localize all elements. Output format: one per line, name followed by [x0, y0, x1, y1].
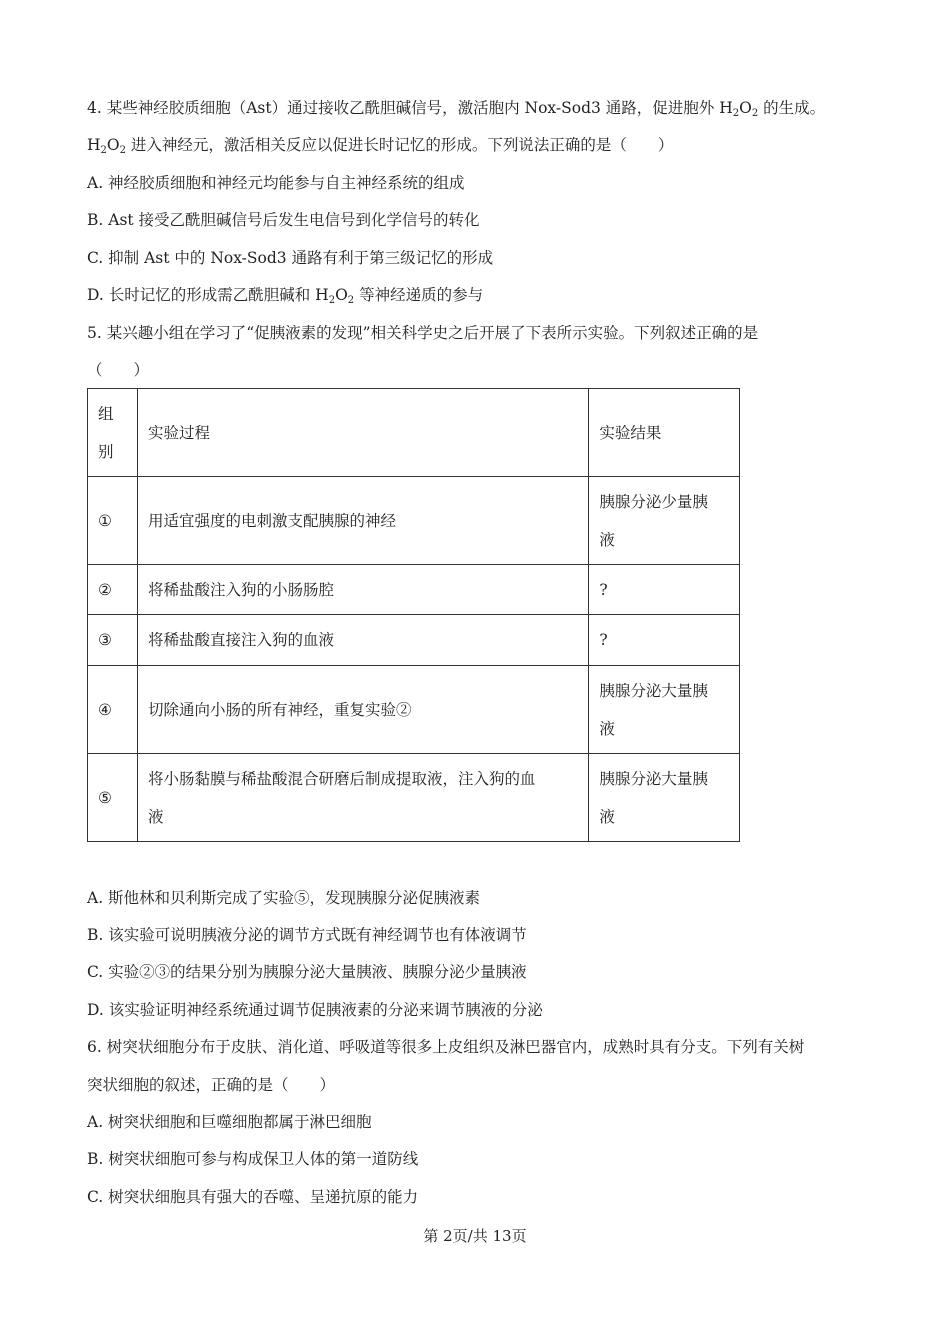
q6-option-c: C. 树突状细胞具有强大的吞噬、呈递抗原的能力 — [87, 1188, 419, 1206]
table-header-row — [88, 389, 740, 477]
q4-option-a: A. 神经胶质细胞和神经元均能参与自主神经系统的组成 — [87, 174, 465, 192]
q5-option-d: D. 该实验证明神经系统通过调节促胰液素的分泌来调节胰液的分泌 — [87, 1001, 543, 1019]
q5-option-b: B. 该实验可说明胰液分泌的调节方式既有神经调节也有体液调节 — [87, 926, 527, 944]
q5-option-a: A. 斯他林和贝利斯完成了实验⑤，发现胰腺分泌促胰液素 — [87, 889, 481, 907]
cell-group: ① — [88, 477, 138, 565]
q4-stem-line1: 4. 某些神经胶质细胞（Ast）通过接收乙酰胆碱信号，激活胞内 Nox-Sod3 通路，促进胞外 $H_2O_2$ 的生成。 — [87, 99, 826, 119]
cell-result: ? — [589, 565, 740, 615]
cell-result: ? — [589, 615, 740, 666]
q6-option-b: B. 树突状细胞可参与构成保卫人体的第一道防线 — [87, 1150, 419, 1168]
q5-option-c: C. 实验②③的结果分别为胰腺分泌大量胰液、胰腺分泌少量胰液 — [87, 963, 527, 981]
q5-stem-line2: （ ） — [87, 361, 150, 379]
q4-option-d: D. 长时记忆的形成需乙酰胆碱和 $H_2O_2$ 等神经递质的参与 — [87, 286, 484, 306]
cell-group: ④ — [88, 666, 138, 754]
table-row — [88, 565, 740, 615]
cell-group: ③ — [88, 615, 138, 666]
page-footer: 第 2页/共 13页 — [423, 1227, 527, 1245]
q4-stem-line2: $H_2O_2$ 进入神经元，激活相关反应以促进长时记忆的形成。下列说法正确的是（ ） — [87, 136, 674, 156]
q4-option-b: B. Ast 接受乙酰胆碱信号后发生电信号到化学信号的转化 — [87, 211, 480, 229]
cell-result: 胰腺分泌大量胰 液 — [589, 666, 740, 754]
header-result: 实验结果 — [589, 389, 740, 477]
q6-stem-line2: 突状细胞的叙述，正确的是（ ） — [87, 1076, 336, 1094]
q5-stem-line1: 5. 某兴趣小组在学习了“促胰液素的发现”相关科学史之后开展了下表所示实验。下列叙述正确的是 — [87, 324, 759, 342]
cell-group: ⑤ — [88, 754, 138, 842]
table-row — [88, 477, 740, 565]
cell-result: 胰腺分泌大量胰 液 — [589, 754, 740, 842]
cell-process: 将小肠黏膜与稀盐酸混合研磨后制成提取液，注入狗的血 液 — [137, 754, 588, 842]
cell-process: 将稀盐酸直接注入狗的血液 — [137, 615, 588, 666]
q6-stem-line1: 6. 树突状细胞分布于皮肤、消化道、呼吸道等很多上皮组织及淋巴器官内，成熟时具有分支。下列有关树 — [87, 1038, 805, 1056]
table-row — [88, 615, 740, 666]
table-row — [88, 754, 740, 842]
cell-process: 切除通向小肠的所有神经，重复实验② — [137, 666, 588, 754]
cell-process: 用适宜强度的电刺激支配胰腺的神经 — [137, 477, 588, 565]
table-row — [88, 666, 740, 754]
cell-result: 胰腺分泌少量胰 液 — [589, 477, 740, 565]
cell-group: ② — [88, 565, 138, 615]
cell-process: 将稀盐酸注入狗的小肠肠腔 — [137, 565, 588, 615]
q4-option-c: C. 抑制 Ast 中的 Nox-Sod3 通路有利于第三级记忆的形成 — [87, 249, 494, 267]
header-process: 实验过程 — [137, 389, 588, 477]
q6-option-a: A. 树突状细胞和巨噬细胞都属于淋巴细胞 — [87, 1113, 372, 1131]
experiment-table — [87, 388, 740, 842]
header-group: 组 别 — [88, 389, 138, 477]
